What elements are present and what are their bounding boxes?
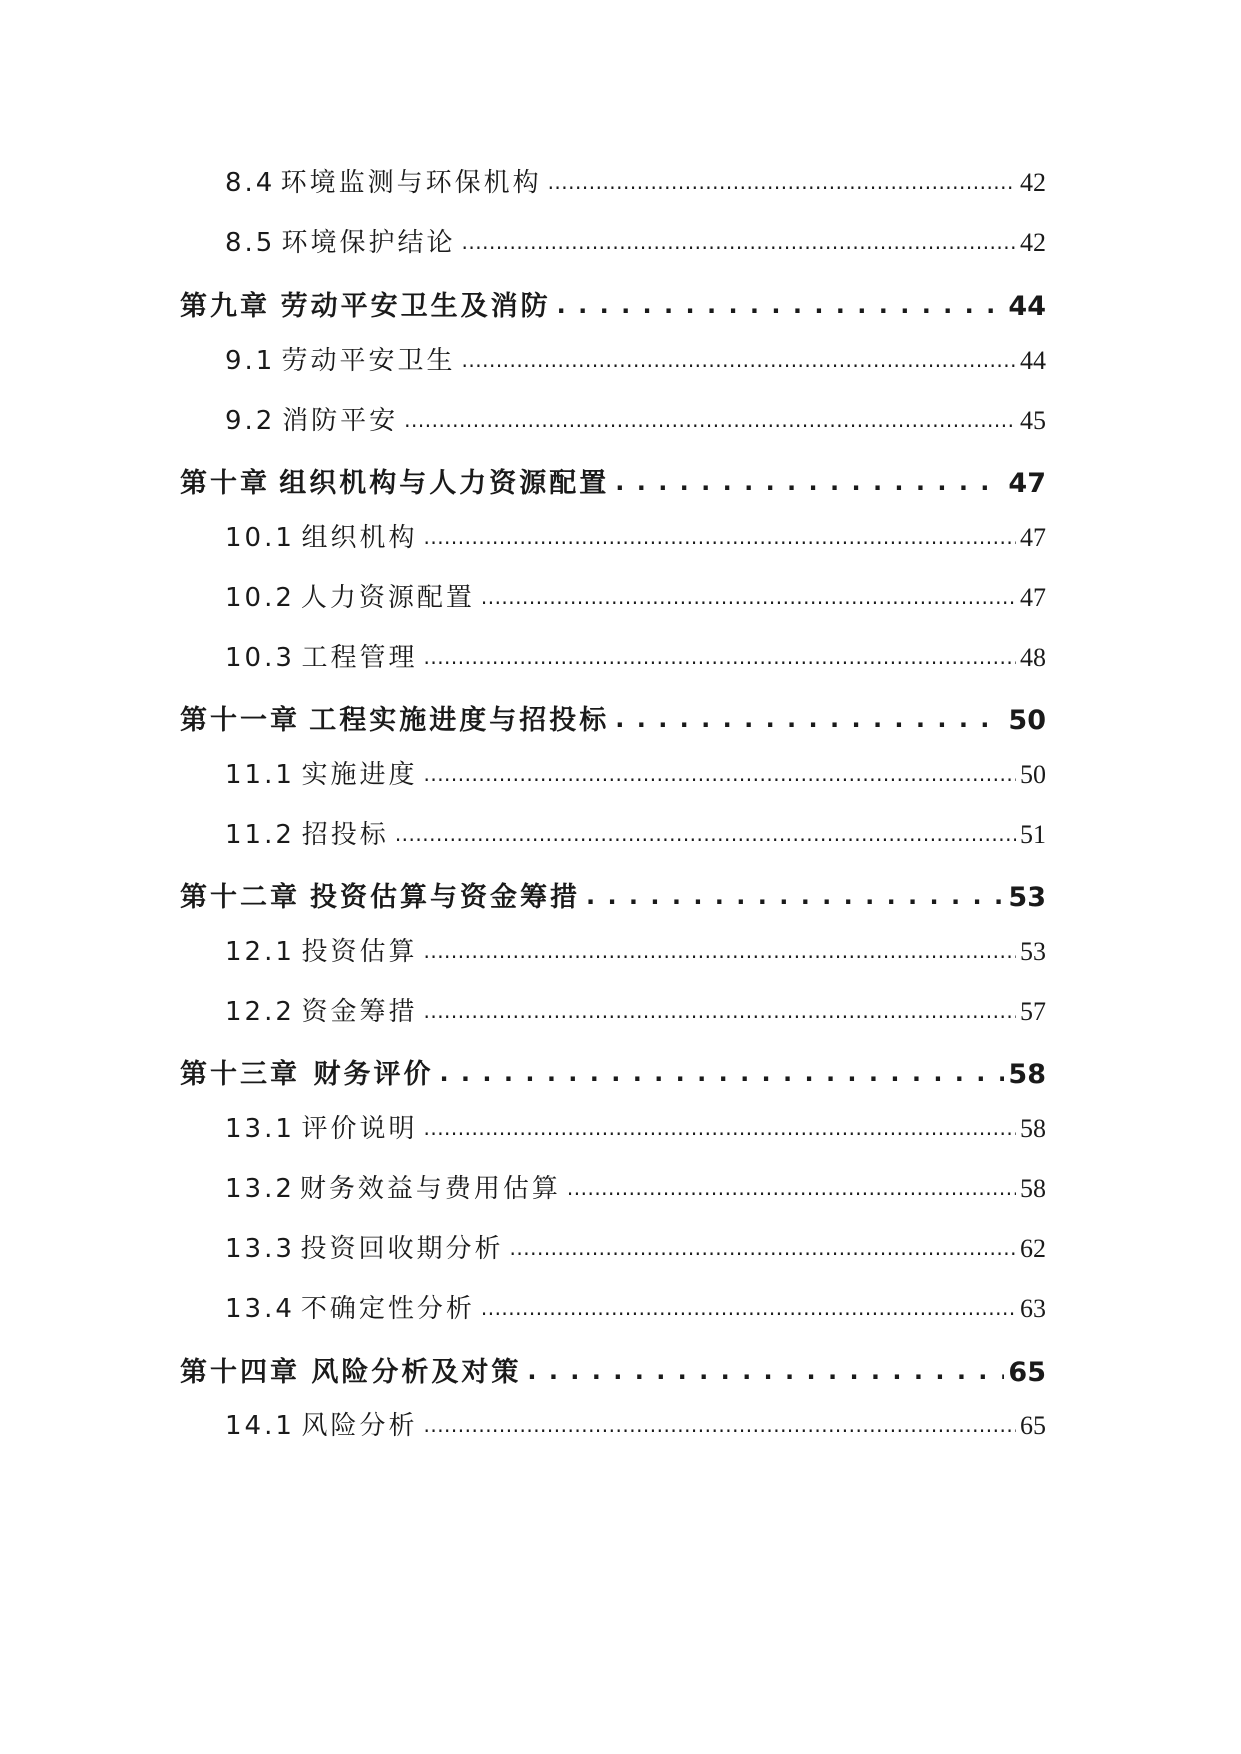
toc-entry-11-2[interactable] (225, 814, 1046, 851)
entry-title: 投资估算 (301, 937, 418, 967)
toc-chapter-11[interactable] (180, 698, 1046, 737)
toc-entry-13-2[interactable] (225, 1168, 1046, 1205)
chapter-number: 第十一章 (180, 705, 300, 736)
entry-number: 10.1 (225, 523, 295, 553)
dot-leader (527, 1355, 1004, 1386)
entry-page: 50 (1020, 760, 1046, 789)
toc-entry-12-1[interactable] (225, 931, 1046, 968)
entry-title: 风险分析 (301, 1411, 418, 1441)
chapter-page: 53 (1008, 882, 1046, 913)
dot-leader (404, 404, 1016, 434)
entry-number: 11.1 (225, 760, 295, 790)
entry-number: 9.1 (225, 346, 276, 376)
dot-leader (567, 1172, 1016, 1202)
entry-title: 不确定性分析 (300, 1294, 475, 1324)
toc-chapter-13[interactable] (180, 1052, 1046, 1091)
entry-page: 47 (1020, 583, 1046, 612)
toc-chapter-12[interactable] (180, 875, 1046, 914)
dot-leader (423, 995, 1016, 1025)
toc-chapter-10[interactable] (180, 461, 1046, 500)
entry-page: 65 (1020, 1411, 1046, 1440)
toc-entry-8-4[interactable] (225, 162, 1046, 199)
dot-leader (586, 880, 1004, 911)
toc-entry-13-3[interactable] (225, 1228, 1046, 1265)
dot-leader (423, 758, 1016, 788)
chapter-number: 第十三章 (180, 1059, 300, 1090)
dot-leader (423, 1112, 1016, 1142)
dot-leader (615, 703, 1004, 734)
dot-leader (423, 1409, 1016, 1439)
entry-page: 42 (1020, 228, 1046, 257)
chapter-page: 47 (1008, 468, 1046, 499)
toc-entry-13-4[interactable] (225, 1288, 1046, 1325)
dot-leader (557, 289, 1005, 320)
entry-page: 42 (1020, 168, 1046, 197)
entry-title: 资金筹措 (301, 997, 418, 1027)
entry-page: 44 (1020, 346, 1046, 375)
entry-title: 评价说明 (301, 1114, 418, 1144)
entry-number: 8.5 (225, 228, 276, 258)
dot-leader (510, 1232, 1016, 1262)
entry-page: 48 (1020, 643, 1046, 672)
toc-chapter-9[interactable] (180, 284, 1046, 323)
entry-page: 58 (1020, 1114, 1046, 1143)
chapter-title: 投资估算与资金筹措 (309, 882, 580, 913)
entry-title: 劳动平安卫生 (281, 346, 456, 376)
dot-leader (439, 1057, 1004, 1088)
entry-number: 12.2 (225, 997, 295, 1027)
entry-number: 13.4 (225, 1294, 295, 1324)
entry-title: 环境监测与环保机构 (280, 168, 542, 198)
dot-leader (462, 226, 1016, 256)
entry-title: 财务效益与费用估算 (299, 1174, 561, 1204)
chapter-page: 58 (1008, 1059, 1046, 1090)
entry-page: 45 (1020, 406, 1046, 435)
entry-number: 12.1 (225, 937, 295, 967)
chapter-title: 工程实施进度与招投标 (309, 705, 610, 736)
entry-title: 实施进度 (301, 760, 418, 790)
chapter-number: 第十四章 (180, 1357, 300, 1388)
entry-number: 14.1 (225, 1411, 295, 1441)
dot-leader (423, 641, 1016, 671)
toc-entry-9-2[interactable] (225, 400, 1046, 437)
entry-number: 13.3 (225, 1234, 295, 1264)
chapter-title: 组织机构与人力资源配置 (279, 468, 610, 499)
toc-entry-10-1[interactable] (225, 517, 1046, 554)
entry-page: 58 (1020, 1174, 1046, 1203)
chapter-number: 第十二章 (180, 882, 300, 913)
entry-page: 57 (1020, 997, 1046, 1026)
toc-entry-13-1[interactable] (225, 1108, 1046, 1145)
toc-entry-9-1[interactable] (225, 340, 1046, 377)
entry-page: 63 (1020, 1294, 1046, 1323)
entry-title: 消防平安 (282, 406, 399, 436)
entry-title: 环境保护结论 (281, 228, 456, 258)
dot-leader (423, 521, 1016, 551)
entry-number: 11.2 (225, 820, 295, 850)
entry-title: 人力资源配置 (300, 583, 475, 613)
chapter-page: 44 (1008, 291, 1046, 322)
toc-entry-8-5[interactable] (225, 222, 1046, 259)
entry-page: 62 (1020, 1234, 1046, 1263)
toc-entry-10-2[interactable] (225, 577, 1046, 614)
entry-page: 47 (1020, 523, 1046, 552)
entry-title: 组织机构 (301, 523, 418, 553)
entry-number: 9.2 (225, 406, 276, 436)
dot-leader (481, 1292, 1016, 1322)
entry-number: 13.2 (225, 1174, 295, 1204)
entry-number: 10.3 (225, 643, 295, 673)
chapter-page: 50 (1008, 705, 1046, 736)
entry-title: 投资回收期分析 (300, 1234, 504, 1264)
entry-number: 13.1 (225, 1114, 295, 1144)
entry-number: 8.4 (225, 168, 276, 198)
dot-leader (462, 344, 1016, 374)
dot-leader (395, 818, 1016, 848)
chapter-page: 65 (1008, 1357, 1046, 1388)
toc-entry-10-3[interactable] (225, 637, 1046, 674)
toc-entry-11-1[interactable] (225, 754, 1046, 791)
entry-title: 工程管理 (301, 643, 418, 673)
entry-page: 51 (1020, 820, 1046, 849)
entry-title: 招投标 (301, 820, 389, 850)
toc-chapter-14[interactable] (180, 1350, 1046, 1389)
entry-number: 10.2 (225, 583, 295, 613)
toc-entry-14-1[interactable] (225, 1405, 1046, 1442)
dot-leader (481, 581, 1016, 611)
entry-page: 53 (1020, 937, 1046, 966)
dot-leader (615, 466, 1004, 497)
chapter-title: 财务评价 (313, 1059, 434, 1090)
chapter-title: 风险分析及对策 (311, 1357, 522, 1388)
chapter-number: 第九章 (180, 291, 270, 322)
chapter-title: 劳动平安卫生及消防 (280, 291, 551, 322)
toc-entry-12-2[interactable] (225, 991, 1046, 1028)
dot-leader (548, 166, 1016, 196)
dot-leader (423, 935, 1016, 965)
chapter-number: 第十章 (180, 468, 270, 499)
